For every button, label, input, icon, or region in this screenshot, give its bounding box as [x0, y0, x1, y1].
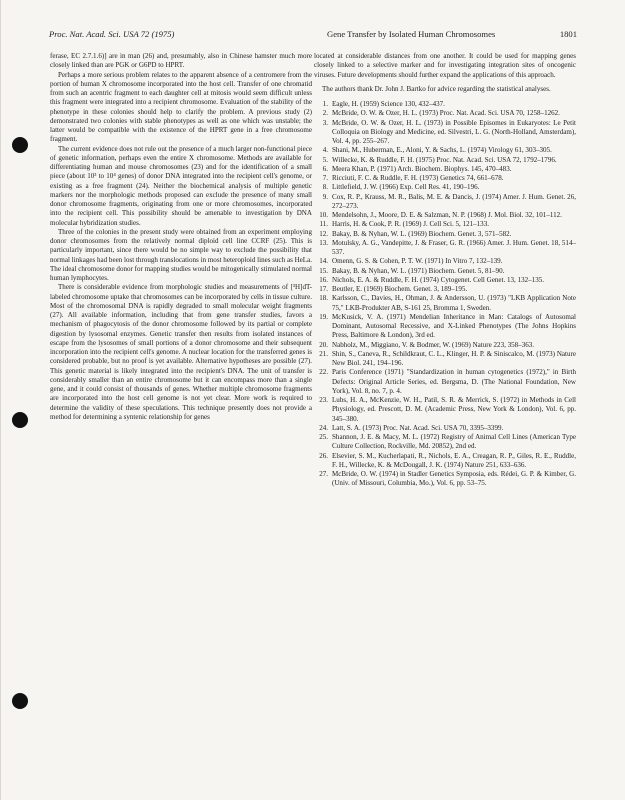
- reference-text: Cox, R. P., Krauss, M. R., Balis, M. E. & Dancis, J. (1974) Amer. J. Hum. Genet. 26, 272–273.: [332, 192, 576, 210]
- reference-item: [314, 276, 576, 285]
- acknowledgement: The authors thank Dr. John J. Bartko for advice regarding the statistical analyses.: [322, 84, 551, 93]
- reference-number: 16.: [319, 275, 328, 284]
- reference-number: 1.: [322, 100, 328, 108]
- reference-text: Shannon, J. E. & Macy, M. L. (1972) Registry of Animal Cell Lines (American Type Culture Collection, Rockville, Md. 20852), 2nd ed.: [332, 433, 576, 451]
- reference-number: 25.: [319, 433, 328, 441]
- reference-item: [314, 368, 576, 396]
- reference-number: 3.: [322, 118, 328, 127]
- reference-item: [314, 220, 576, 229]
- paragraph: Three of the colonies in the present study were obtained from an experiment employing donor chromosomes from the relatively normal diploid cell line CCRF (25). This is particularly important, since there would be no simple way to exclude the possibility that normal linkages had been lost through translocations in most heteroploid lines such as HeLa. The ideal chromosome donor for mapping studies would be mitogenically stimulated normal human lymphocytes.: [50, 227, 312, 282]
- reference-text: McKusick, V. A. (1971) Mendelian Inheritance in Man: Catalogs of Autosomal Dominant, Autosomal Recessive, and X-Linked Phenotypes (The Johns Hopkins Press, Baltimore & London), 3rd ed.: [332, 312, 576, 340]
- reference-item: [314, 174, 576, 183]
- punch-hole-top: [12, 137, 28, 153]
- reference-text: Nichols, E. A. & Ruddle, F. H. (1974) Cytogenet. Cell Genet. 13, 132–135.: [332, 275, 544, 284]
- reference-item: [314, 396, 576, 424]
- reference-number: 18.: [319, 294, 328, 303]
- reference-item: [314, 424, 576, 433]
- reference-number: 26.: [319, 451, 328, 460]
- page-number: 1801: [559, 29, 577, 39]
- reference-text: Shani, M., Huberman, E., Aloni, Y. & Sachs, L. (1974) Virology 61, 303–305.: [332, 146, 552, 155]
- reference-item: [314, 267, 576, 276]
- running-title: Gene Transfer by Isolated Human Chromosomes: [327, 29, 496, 39]
- reference-item: [314, 183, 576, 192]
- paragraph-continuation: located at considerable distances from one another. It could be used for mapping genes closely linked to a selective marker and for investigating integration sites of oncogenic viruses. Future developments should further expand the applications of this approach.: [314, 52, 576, 79]
- reference-text: Beutler, E. (1969) Biochem. Genet. 3, 189–195.: [332, 285, 468, 293]
- reference-text: McBride, O. W. (1974) in Stadler Genetics Symposia, eds. Rédei, G. P. & Kimber, G. (Univ. of Missouri, Columbia, Mo.), Vol. 6, pp. 53–75.: [332, 470, 576, 488]
- right-column: [314, 52, 576, 489]
- reference-number: 2.: [322, 109, 328, 118]
- reference-text: Paris Conference (1971) "Standardization in human cytogenetics (1972)," in Birth Defects: Original Article Series, ed. Bergsma, D. (The National Foundation, New York), Vol. 8, no. 7, p. 4.: [332, 368, 576, 395]
- reference-text: Karlsson, C., Davies, H., Ohman, J. & Andersson, U. (1973) "LKB Application Note 75," LKB-Produkter AB, S-161 25, Bromma 1, Sweden.: [332, 294, 576, 312]
- reference-text: Lubs, H. A., McKenzie, W. H., Patil, S. R. & Merrick, S. (1972) in Methods in Cell Physiology, ed. Prescott, D. M. (Academic Press, New York & London), Vol. 6, pp. 345–380.: [332, 396, 576, 423]
- reference-item: [314, 470, 576, 489]
- reference-text: Meera Khan, P. (1971) Arch. Biochem. Biophys. 145, 470–483.: [332, 164, 512, 173]
- reference-text: Bakay, B. & Nyhan, W. L. (1969) Biochem. Genet. 3, 571–582.: [332, 229, 512, 238]
- reference-item: [314, 193, 576, 212]
- reference-item: [314, 165, 576, 174]
- reference-item: [314, 119, 576, 147]
- reference-number: 27.: [319, 470, 328, 478]
- left-column: [50, 52, 312, 422]
- reference-number: 23.: [319, 396, 328, 404]
- reference-item: [314, 230, 576, 239]
- reference-number: 7.: [322, 174, 328, 182]
- reference-text: Mendelsohn, J., Moore, D. E. & Salzman, N. P. (1968) J. Mol. Biol. 32, 101–112.: [332, 211, 562, 219]
- reference-number: 21.: [319, 349, 328, 358]
- reference-text: Elsevier, S. M., Kucherlapati, R., Nichols, E. A., Creagan, R. P., Giles, R. E., Ruddle, F. H., Willecke, K. & McDougall, J. K. (1974) Nature 251, 633–636.: [332, 451, 576, 469]
- journal-citation: Proc. Nat. Acad. Sci. USA 72 (1975): [49, 29, 175, 39]
- running-header: [49, 29, 577, 43]
- reference-item: [314, 285, 576, 294]
- reference-number: 11.: [319, 220, 328, 229]
- paragraph: There is considerable evidence from morphologic studies and measurements of [³H]dT-labeled chromosome uptake that chromosomes can be incorporated by cells in tissue culture. Most of the chromosomal DNA is rapidly degraded to small molecular weight fragments (27). All available information, including that from gene transfer studies, favors a mechanism of phagocytosis of the donor chromosome followed by its partial or complete digestion by lysosomal enzymes. Genetic transfer then results from isolated instances of escape from the lysosomes of small portions of a donor chromosome and their subsequent incorporation into the recipient cell's genome. A nuclear location for the transferred genes is considered probable, but no proof is yet available. Alternative hypotheses are possible (27). This genetic material is likely integrated into the recipient's DNA. The unit of transfer is considerably smaller than an entire chromosome but it can encompass more than a single gene, and it could consist of thousands of genes. Whether multiple chromosome fragments are incorporated into the host cell genome is not yet clear. More work is required to determine the validity of these speculations. This technique presently does not provide a method for determining a syntenic relationship for genes: [50, 283, 312, 421]
- reference-item: [314, 239, 576, 258]
- reference-item: [314, 350, 576, 369]
- reference-text: Nabholz, M., Miggiano, V. & Bodmer, W. (1969) Nature 223, 358–363.: [332, 340, 535, 349]
- reference-item: [314, 313, 576, 341]
- reference-text: McBride, O. W. & Ozer, H. L. (1973) Proc. Nat. Acad. Sci. USA 70, 1258–1262.: [332, 109, 560, 118]
- reference-text: Motulsky, A. G., Vandepitte, J. & Fraser, G. R. (1966) Amer. J. Hum. Genet. 18, 514–537.: [332, 238, 576, 256]
- reference-number: 6.: [322, 164, 328, 173]
- reference-item: [314, 341, 576, 350]
- reference-number: 4.: [322, 146, 328, 155]
- reference-number: 10.: [319, 211, 328, 219]
- reference-item: [314, 211, 576, 220]
- reference-number: 9.: [322, 192, 328, 201]
- reference-text: Harris, H. & Cook, P. R. (1969) J. Cell Sci. 5, 121–133.: [332, 220, 489, 229]
- reference-number: 22.: [319, 368, 328, 377]
- reference-item: [314, 257, 576, 266]
- reference-list: [314, 100, 576, 489]
- reference-number: 24.: [319, 423, 328, 432]
- reference-number: 5.: [322, 155, 328, 164]
- reference-number: 17.: [319, 285, 328, 293]
- reference-text: Littlefield, J. W. (1966) Exp. Cell Res. 41, 190–196.: [332, 183, 480, 192]
- reference-text: Omenn, G. S. & Cohen, P. T. W. (1971) In Vitro 7, 132–139.: [332, 257, 503, 266]
- reference-text: Eagle, H. (1959) Science 130, 432–437.: [332, 100, 445, 108]
- reference-number: 13.: [319, 238, 328, 247]
- reference-number: 19.: [319, 312, 328, 321]
- reference-text: McBride, O. W. & Ozer, H. L. (1973) in Possible Episomes in Eukaryotes: Le Petit Colloquia on Biology and Medicine, ed. Silvestri, L. G. (North-Holland, Amsterdam), Vol. 4, pp. 255–267.: [332, 118, 576, 145]
- reference-text: Shin, S., Caneva, R., Schildkraut, C. L., Klinger, H. P. & Siniscalco, M. (1973) Nature New Biol. 241, 194–196.: [332, 349, 576, 367]
- reference-text: Bakay, B. & Nyhan, W. L. (1971) Biochem. Genet. 5, 81–90.: [332, 266, 505, 275]
- reference-item: [314, 146, 576, 155]
- reference-number: 8.: [322, 183, 328, 192]
- reference-item: [314, 452, 576, 471]
- paragraph: The current evidence does not rule out the presence of a much larger non-functional piece of genetic information, perhaps even the entire X chromosome. Methods are available for differentiating human and mouse chromosomes (23) and for the identification of a small piece (about 10³ to 10⁴ genes) of donor DNA integrated into the recipient cell's genome, or existing as a free fragment (24). Neither the biochemical analysis of multiple genetic markers nor the morphologic methods proposed can exclude the presence of many small donor chromosome fragments, originating from one or more chromosomes, incorporated into the recipient cell. This possibility should be amenable to investigation by DNA molecular hybridization studies.: [50, 144, 312, 227]
- reference-number: 15.: [319, 266, 328, 275]
- paragraph: ferase, EC 2.7.1.6)] are in man (26) and, presumably, also in Chinese hamster much more closely linked than are PGK or G6PD to HPRT.: [50, 52, 312, 70]
- reference-number: 20.: [319, 340, 328, 349]
- paragraph: Perhaps a more serious problem relates to the apparent absence of a centromere from the portion of human X chromosome incorporated into the host cell. Transfer of one chromatid from such an acentric fragment to each daughter cell at mitosis would seem difficult unless this fragment were integrated into a recipient chromosome. Evaluation of the stability of the phenotype in these colonies should help to clarify the problem. A previous study (2) demonstrated two colonies with stable phenotypes as well as one which was unstable; the latter would be compatible with the existence of the HPRT gene in a free chromosome fragment.: [50, 70, 312, 144]
- reference-item: [314, 156, 576, 165]
- punch-hole-bottom: [12, 693, 28, 709]
- reference-item: [314, 433, 576, 452]
- reference-item: [314, 294, 576, 313]
- punch-hole-middle: [12, 412, 28, 428]
- reference-number: 14.: [319, 257, 328, 266]
- reference-text: Willecke, K. & Ruddle, F. H. (1975) Proc. Nat. Acad. Sci. USA 72, 1792–1796.: [332, 155, 557, 164]
- reference-item: [314, 109, 576, 118]
- reference-text: Latt, S. A. (1973) Proc. Nat. Acad. Sci. USA 70, 3395–3399.: [332, 423, 504, 432]
- reference-number: 12.: [319, 229, 328, 238]
- reference-text: Ricciuti, F. C. & Ruddle, F. H. (1973) Genetics 74, 661–678.: [332, 174, 504, 182]
- reference-item: [314, 100, 576, 109]
